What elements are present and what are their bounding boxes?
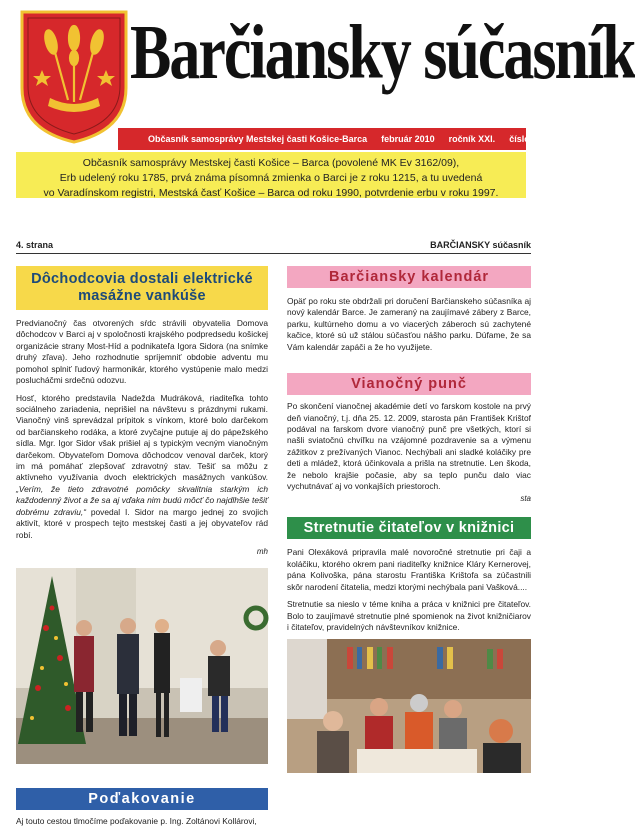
paragraph: Stretnutie sa nieslo v téme kniha a práca v knižnici pre čitateľov. Bolo to zaujímavé stretnutie plné spomienok na život knižničiarov i čitateľov, pravidelných návštevníkov knižnice. — [287, 599, 531, 633]
article-signature: sta — [520, 494, 531, 504]
article-signature: mh — [256, 547, 268, 557]
article-heading-punch: Vianočný punč — [287, 373, 531, 395]
publisher-text: Občasník samosprávy Mestskej časti Košice-Barca — [148, 134, 368, 144]
article-body-pensioners — [16, 318, 268, 541]
left-column — [16, 266, 268, 827]
paper-name: BARČIANSKY súčasník — [430, 240, 531, 250]
article-body-punch: Po skončení vianočnej akadémie detí vo farskom kostole na prvý deň vianočný, t.j. dňa 25. 12. 2009, starosta pán František Krištof podával na farskom dvore vianočný punč pre všetkých, ktorí si našli sviatočnú chvíľku na vzájomné pozdravenie sa a výmenu zážitkov z prežívaných Vianoc. Nechýbali ani sladké koláčiky pre deti a mládež, ktorá účinkovala a prišla na stretnutie. Len škoda, že nebolo krajšie počasie, aby sa teplo punču dalo viac vychutnávať aj vo vonkajších priestoroch. — [287, 401, 531, 492]
article-heading-library: Stretnutie čitateľov v knižnici — [287, 517, 531, 539]
article-body-calendar: Opäť po roku ste obdržali pri doručení Barčianskeho súčasníka aj nový kalendár Barce. Je zameraný na zaujímavé zábery z Barce, parku, kultúrneho domu a vo viacerých záberoch sú zachytené kačice, ktoré sú už stálou súčasťou nášho parku. Dúfame, že sa Vám kalendár zapáči a že ho využijete. — [287, 296, 531, 352]
photo-library-meeting — [287, 639, 531, 773]
article-body-library — [287, 547, 531, 633]
issue-date: február 2010 — [381, 134, 435, 144]
info-line: Erb udelený roku 1785, prvá známa písomná zmienka o Barci je z roku 1215, a tu uvedená — [59, 171, 483, 184]
paragraph: Pani Olexáková pripravila malé novoročné stretnutie pri čaji a koláčiku, ktorého okrem pani riaditeľky knižnice Kláry Kernerovej, pána Kolivoška, pána starostu Františka Krištofa sa zúčastnili skôr narodení čitatelia, medzi ktorými nechýbala pani Vašková.... — [287, 547, 531, 592]
issue-volume: ročník XXI. — [448, 134, 496, 144]
photo-christmas-visit — [16, 568, 268, 764]
info-box — [16, 152, 526, 198]
page-header — [16, 240, 531, 254]
newspaper-title: Barčiansky súčasník — [130, 10, 635, 96]
issue-number: číslo 1 — [509, 134, 538, 144]
coat-of-arms-logo — [20, 10, 128, 144]
paragraph: Hosť, ktorého predstavila Nadežda Mudráková, riaditeľka tohto sociálneho zariadenia, neprišiel na návštevu s prázdnymi rukami. Vianočný vinš sprevádzal prípitok s vínkom, ktoré bolo darčekom od barčianskeho rodáka, a ktoré zvyčajne putuje aj do pápežského sídla. Mgr. Igor Sidor však prišiel aj s typickým vecným vianočným darčekom. Obyvateľom Domova dôchodcov venoval darček, ktorý im má pomáhať zlepšovať zdravotný stav. Tešiť sa môžu z aktívneho využívania dvoch elektrických masážnych vankúšov. „Verím, že tieto zdravotné pomôcky skvalitnia starkým ich každodenný život a že sa aj vďaka nim budú môcť čo najdlhšie tešiť dobrému zdraviu,“ povedal I. Sidor na margo jednej zo svojich aktivít, ktoré v prospech tejto mestskej časti a jej obyvateľov rád robí. — [16, 392, 268, 540]
info-line: vo Varadínskom registri, Mestská časť Košice – Barca od roku 1990, potvrdenie erbu v roku 1997. — [43, 186, 499, 199]
page-number: 4. strana — [16, 240, 54, 250]
article-body-thanks: Aj touto cestou tlmočíme poďakovanie p. Ing. Zoltánovi Kollárovi, — [16, 816, 257, 827]
article-heading-pensioners: Dôchodcovia dostali elektrické masážne vankúše — [16, 266, 268, 310]
paragraph: Predvianočný čas otvorených sŕdc strávili obyvatelia Domova dôchodcov v Barci aj v spoločnosti krajského podpredsedu košickej organizácie strany Most-Híd a podnikateľa Igora Sidora (na snímke druhý zľava). Jeho rozhodnutie spríjemniť obdobie adventu mu pomohol splniť ľudový harmonikár, ktorého vystúpenie malo medzi poslucháčmi srdečnú odozvu. — [16, 318, 268, 386]
article-heading-calendar: Barčiansky kalendár — [287, 266, 531, 288]
right-column — [287, 266, 531, 773]
info-line: Občasník samosprávy Mestskej časti Košice – Barca (povolené MK Ev 3162/09), — [82, 157, 460, 169]
masthead-info-bar — [118, 128, 538, 150]
article-heading-thanks: Poďakovanie — [16, 788, 268, 810]
